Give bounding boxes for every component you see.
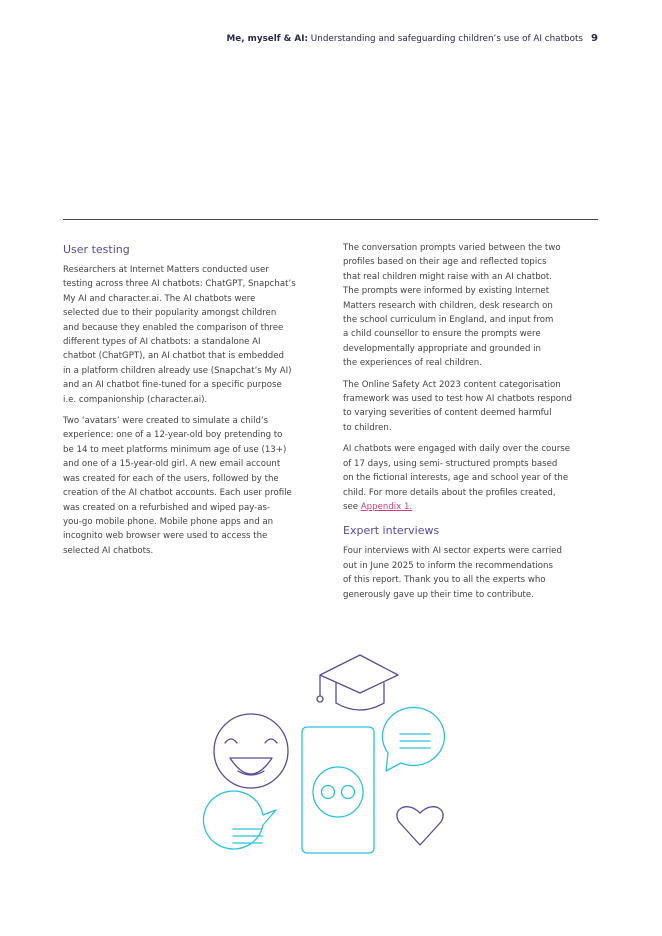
text-line: be 14 to meet platforms minimum age of use (13+) [63,444,287,455]
text-line: and one of a 15-year-old girl. A new email account [63,459,281,470]
text-line: the experiences of real children. [343,358,482,369]
ai-chatbot-illustration [200,645,470,885]
text-line: i.e. companionship (character.ai). [63,394,208,405]
heart-icon [397,807,443,845]
text-line: AI chatbots were engaged with daily over the course [343,444,571,455]
text-line: profiles based on their age and reflected topics [343,257,547,268]
graduation-cap-icon [317,655,398,710]
engagement-paragraph [343,442,605,514]
header-title-bold: Me, myself & AI: [226,34,309,44]
text-line: a child counsellor to ensure the prompts were [343,329,541,340]
see-prefix: see [343,501,361,512]
text-line: selected AI chatbots. [63,545,154,556]
text-line: the school curriculum in England, and input from [343,315,554,326]
text-line: of 17 days, using semi- structured prompts based [343,458,558,469]
expert-interviews-heading: Expert interviews [343,524,440,538]
text-line: and because they enabled the comparison of three [63,322,284,333]
text-line: The conversation prompts varied between the two [343,243,561,253]
chat-bubble-icon [382,707,444,771]
section-divider [63,219,598,220]
right-column [343,241,605,609]
text-line: generously gave up their time to contribute. [343,589,534,600]
smiley-face-icon [214,714,288,788]
text-line: was created on a refurbished and wiped pay-as- [63,502,271,513]
text-line: incognito web browser were used to access the [63,531,268,542]
text-line: to varying severities of content deemed harmful [343,408,552,419]
text-line: testing across three AI chatbots: ChatGPT, Snapchat’s [63,279,296,290]
text-line: child. For more details about the profiles created, [343,487,556,498]
text-line: selected due to their popularity amongst children [63,308,277,319]
text-line: in a platform children already use (Snapchat’s My AI) [63,365,292,376]
text-line: that real children might raise with an AI chatbot. [343,271,553,282]
user-testing-heading: User testing [63,243,130,256]
text-line [343,500,605,514]
text-line: different types of AI chatbots: a standalone AI [63,337,261,348]
text-line: Researchers at Internet Matters conducted user [63,265,269,275]
text-line: you-go mobile phone. Mobile phone apps and an [63,516,274,527]
expert-interviews-paragraph [343,544,605,602]
header-title-rest: Understanding and safeguarding children’s use of AI chatbots [308,34,584,44]
text-line: Two ‘avatars’ were created to simulate a child’s [63,416,269,427]
text-line: Matters research with children, desk research on [343,300,553,311]
text-line: framework was used to test how AI chatbots respond [343,394,572,405]
text-line: The prompts were informed by existing Internet [343,286,550,297]
left-column [63,241,321,565]
prompts-paragraph [343,241,605,371]
text-line: to children. [343,422,392,433]
appendix-1-link[interactable]: Appendix 1. [360,501,413,512]
text-line: Four interviews with AI sector experts were carried [343,546,562,557]
user-testing-paragraph-1 [63,263,321,407]
user-testing-paragraph-2 [63,414,321,558]
text-line: was created for each of the users, followed by the [63,473,279,484]
text-line: chatbot (ChatGPT), an AI chatbot that is embedded [63,351,285,362]
running-header [227,33,598,44]
text-line: creation of the AI chatbot accounts. Each user profile [63,488,292,499]
page-number: 9 [591,33,598,44]
text-line: developmentally appropriate and grounded in [343,343,541,354]
text-line: My AI and character.ai. The AI chatbots were [63,293,256,304]
text-line: experience: one of a 12-year-old boy pretending to [63,430,283,441]
text-line: and an AI chatbot fine-tuned for a specific purpose [63,380,282,391]
text-line: of this report. Thank you to all the experts who [343,575,546,586]
text-line: The Online Safety Act 2023 content categorisation [343,379,561,390]
text-line: on the fictional interests, age and school year of the [343,473,569,484]
speech-bubble-icon [203,791,276,849]
online-safety-paragraph [343,378,605,436]
text-line: out in June 2025 to inform the recommendations [343,560,553,571]
phone-icon [302,727,374,853]
